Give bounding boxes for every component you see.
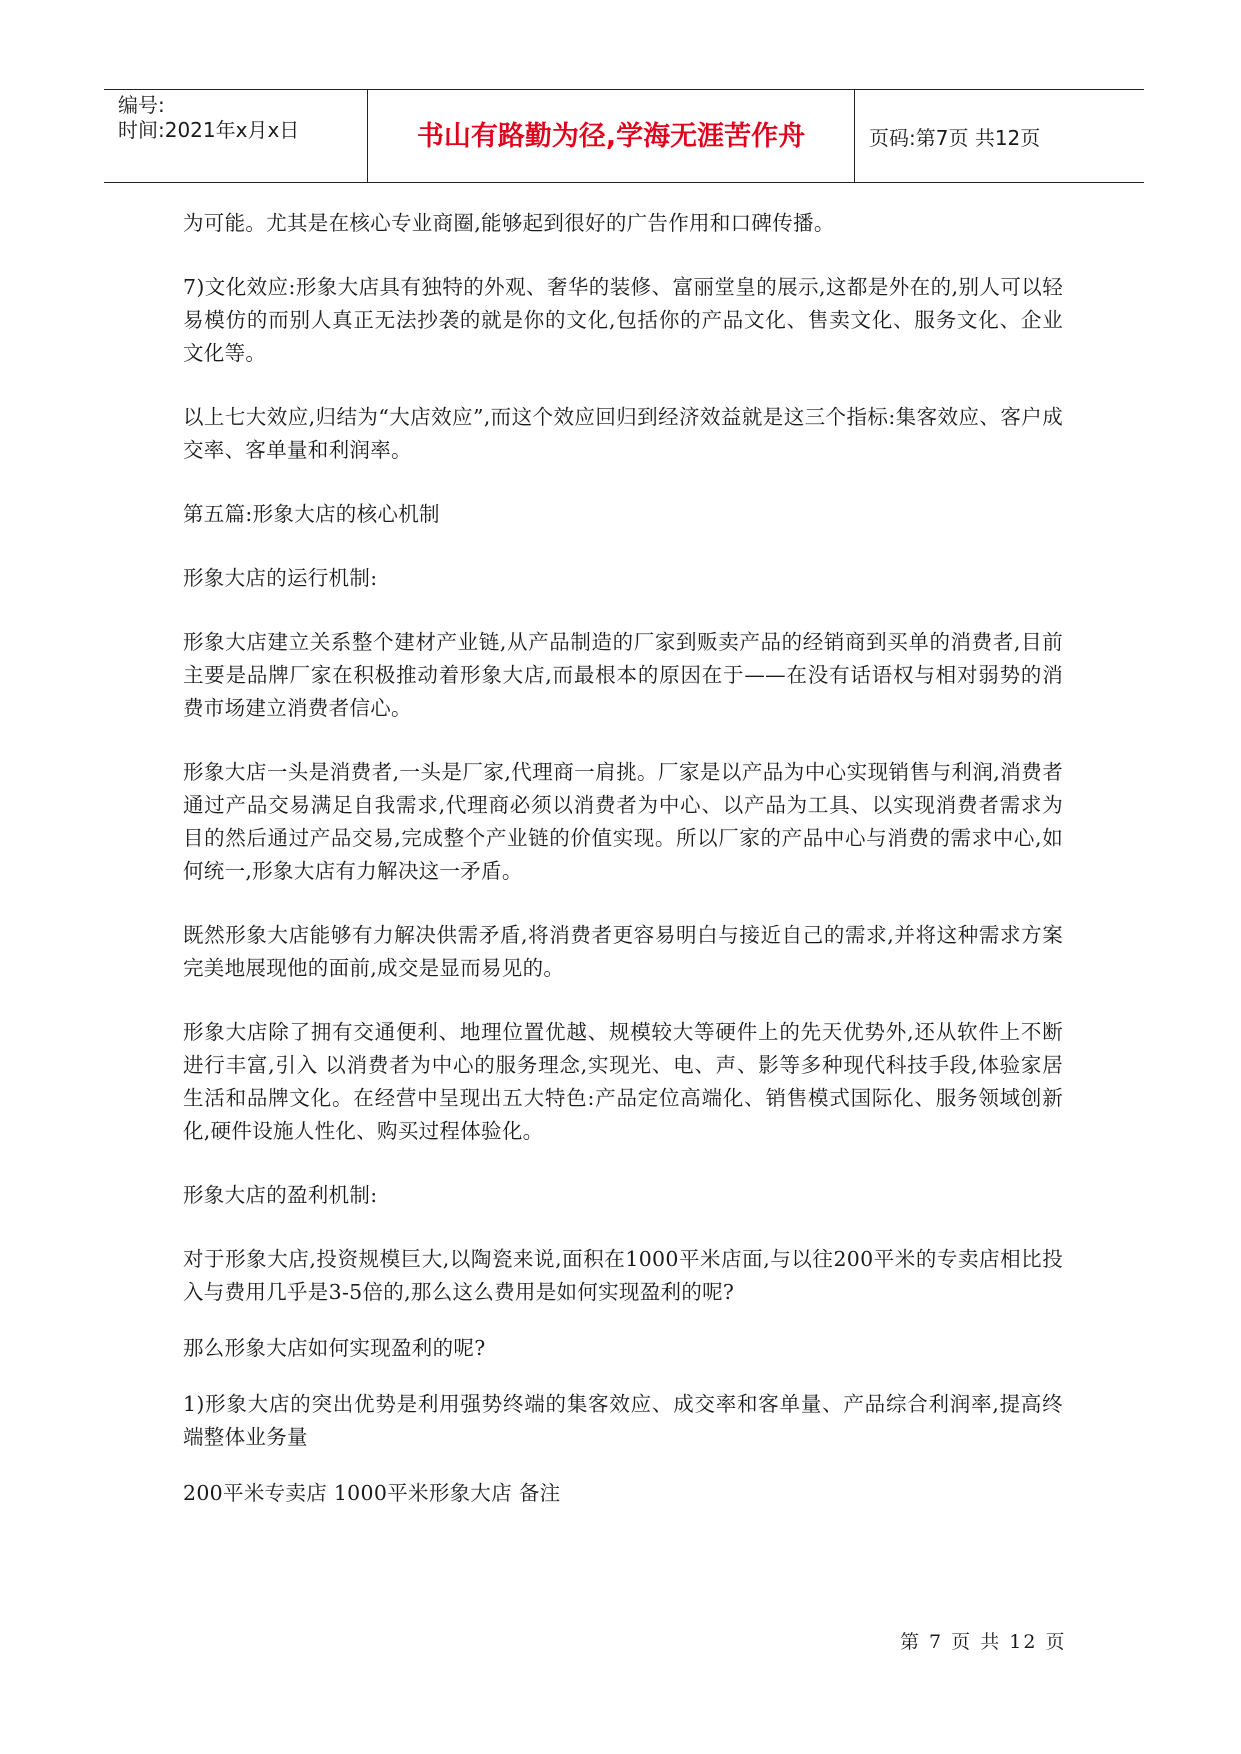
paragraph: 形象大店一头是消费者,一头是厂家,代理商一肩挑。厂家是以产品为中心实现销售与利润,消费者通过产品交易满足自我需求,代理商必须以消费者为中心、以产品为工具、以实现消费者需求为目的然后通过产品交易,完成整个产业链的价值实现。所以厂家的产品中心与消费的需求中心,如何统一,形象大店有力解决这一矛盾。 (183, 760, 1063, 883)
subsection-heading: 形象大店的运行机制: (183, 566, 378, 590)
paragraph: 形象大店除了拥有交通便利、地理位置优越、规模较大等硬件上的先天优势外,还从软件上不断进行丰富,引入 以消费者为中心的服务理念,实现光、电、声、影等多种现代科技手段,体验家居生活和品牌文化。在经营中呈现出五大特色:产品定位高端化、销售模式国际化、服务领域创新化,硬件设施人性化、购买过程体验化。 (183, 1020, 1063, 1143)
header-info-cell (104, 90, 368, 182)
document-number-label: 编号: (118, 93, 165, 117)
paragraph: 既然形象大店能够有力解决供需矛盾,将消费者更容易明白与接近自己的需求,并将这种需求方案完美地展现他的面前,成交是显而易见的。 (183, 923, 1063, 980)
header-page-number: 页码:第7页 共12页 (869, 126, 1041, 150)
paragraph: 为可能。尤其是在核心专业商圈,能够起到很好的广告作用和口碑传播。 (183, 211, 835, 235)
paragraph: 1)形象大店的突出优势是利用强势终端的集客效应、成交率和客单量、产品综合利润率,提高终端整体业务量 (183, 1392, 1063, 1449)
paragraph: 那么形象大店如何实现盈利的呢? (183, 1336, 486, 1360)
section-heading: 第五篇:形象大店的核心机制 (183, 502, 440, 526)
page-footer-number: 第 7 页 共 12 页 (900, 1631, 1067, 1653)
paragraph: 对于形象大店,投资规模巨大,以陶瓷来说,面积在1000平米店面,与以往200平米的专卖店相比投入与费用几乎是3-5倍的,那么这么费用是如何实现盈利的呢? (183, 1247, 1063, 1304)
page-header (104, 89, 1144, 183)
paragraph: 形象大店建立关系整个建材产业链,从产品制造的厂家到贩卖产品的经销商到买单的消费者,目前主要是品牌厂家在积极推动着形象大店,而最根本的原因在于——在没有话语权与相对弱势的消费市场建立消费者信心。 (183, 630, 1063, 720)
paragraph: 7)文化效应:形象大店具有独特的外观、奢华的装修、富丽堂皇的展示,这都是外在的,别人可以轻易模仿的而别人真正无法抄袭的就是你的文化,包括你的产品文化、售卖文化、服务文化、企业文化等。 (183, 275, 1063, 365)
document-time-label: 时间:2021年x月x日 (118, 118, 300, 142)
header-motto: 书山有路勤为径,学海无涯苦作舟 (416, 121, 806, 152)
header-page-cell (855, 90, 1144, 182)
subsection-heading: 形象大店的盈利机制: (183, 1183, 378, 1207)
document-body (183, 207, 1063, 1541)
paragraph: 以上七大效应,归结为“大店效应”,而这个效应回归到经济效益就是这三个指标:集客效应、客户成交率、客单量和利润率。 (183, 405, 1063, 462)
header-motto-cell (368, 90, 855, 182)
table-header-line: 200平米专卖店 1000平米形象大店 备注 (183, 1481, 561, 1505)
